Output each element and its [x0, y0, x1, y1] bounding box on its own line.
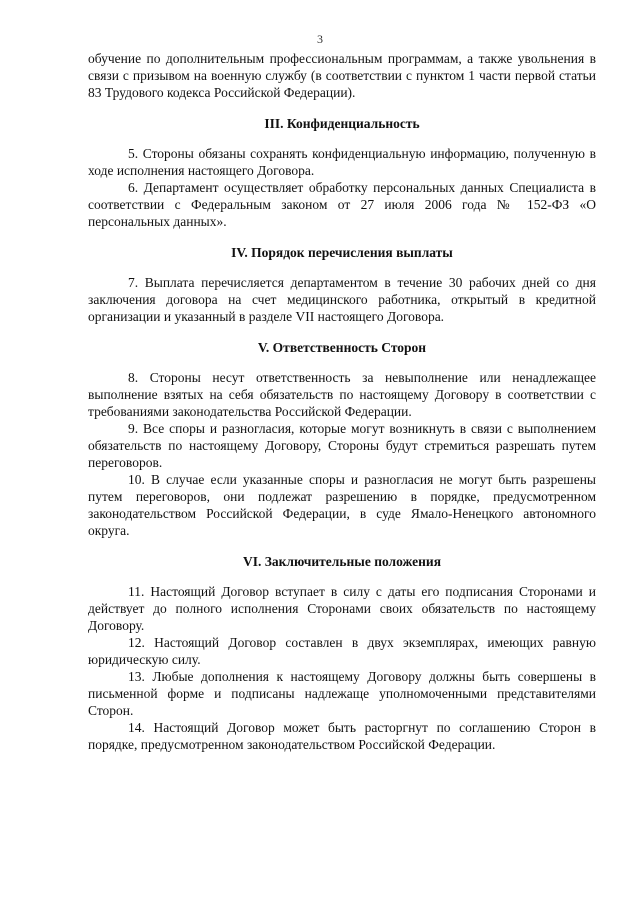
clause-7: 7. Выплата перечисляется департаментом в течение 30 рабочих дней со дня заключения договора на счет медицинского работника, открытый в кредитной организации и указанный в разделе VII настоящего Договора. — [88, 275, 596, 324]
section-heading-confidentiality: III. Конфиденциальность — [264, 116, 420, 131]
clause-14: 14. Настоящий Договор может быть расторгнут по соглашению Сторон в порядке, предусмотренном законодательством Российской Федерации. — [88, 720, 596, 752]
clause-12: 12. Настоящий Договор составлен в двух экземплярах, имеющих равную юридическую силу. — [88, 635, 596, 667]
clause-11: 11. Настоящий Договор вступает в силу с даты его подписания Сторонами и действует до полного исполнения Сторонами своих обязательств по настоящему Договору. — [88, 584, 596, 633]
section-heading-liability: V. Ответственность Сторон — [257, 340, 427, 355]
clause-5: 5. Стороны обязаны сохранять конфиденциальную информацию, полученную в ходе исполнения настоящего Договора. — [88, 146, 596, 178]
clause-8: 8. Стороны несут ответственность за невыполнение или ненадлежащее выполнение взятых на себя обязательств по настоящему Договору в соответствии с требованиями законодательства Российской Федерации. — [88, 370, 596, 419]
clause-6: 6. Департамент осуществляет обработку персональных данных Специалиста в соответствии с Федеральным законом от 27 июля 2006 года № 152-ФЗ «О персональных данных». — [88, 180, 596, 229]
section-heading-final-provisions: VI. Заключительные положения — [243, 554, 441, 569]
clause-13: 13. Любые дополнения к настоящему Договору должны быть совершены в письменной форме и подписаны надлежаще уполномоченными представителями Сторон. — [88, 669, 596, 718]
intro-paragraph: обучение по дополнительным профессиональным программам, а также увольнения в связи с призывом на военную службу (в соответствии с пунктом 1 части первой статьи 83 Трудового кодекса Российской Федерации). — [88, 51, 596, 100]
clause-10: 10. В случае если указанные споры и разногласия не могут быть разрешены путем переговоров, они подлежат разрешению в порядке, предусмотренном законодательством Российской Федерации, в суде Ямало-Ненецкого автономного округа. — [88, 472, 596, 538]
clause-9: 9. Все споры и разногласия, которые могут возникнуть в связи с выполнением обязательств по настоящему Договору, Стороны будут стремиться разрешать путем переговоров. — [88, 421, 596, 470]
page-number: 3 — [317, 32, 323, 46]
document-body — [88, 50, 596, 753]
section-heading-payment: IV. Порядок перечисления выплаты — [231, 245, 453, 260]
